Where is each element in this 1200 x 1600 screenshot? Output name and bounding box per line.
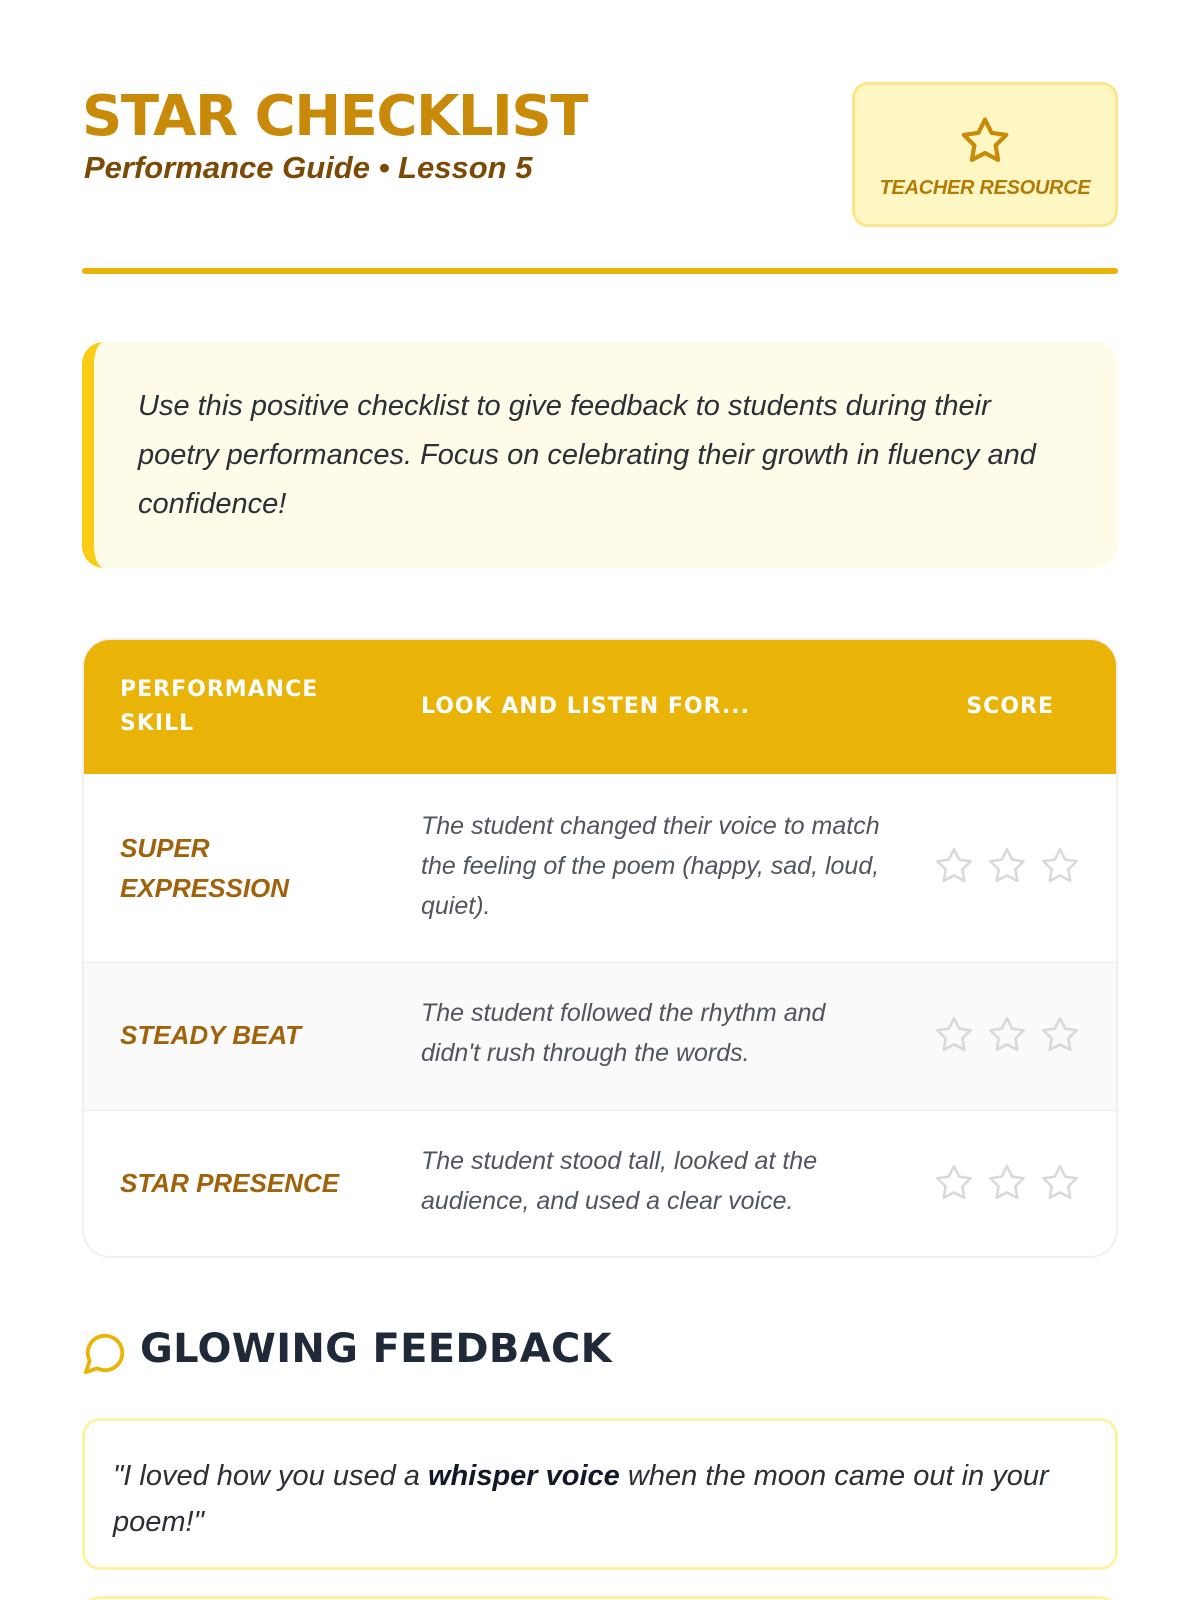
star-rating-icon[interactable] <box>932 1161 976 1205</box>
look-description: The student changed their voice to match the feeling of the poem (happy, sad, loud, quiet). <box>421 812 880 920</box>
header-look-and-listen: LOOK AND LISTEN FOR... <box>421 694 751 719</box>
feedback-quote-card <box>82 1596 1118 1600</box>
star-rating-icon[interactable] <box>932 844 976 888</box>
star-rating-icon[interactable] <box>1038 844 1082 888</box>
look-description: The student followed the rhythm and didn't rush through the words. <box>421 999 826 1067</box>
chat-bubble-icon <box>82 1330 128 1376</box>
quote-emphasis: whisper voice <box>428 1460 620 1492</box>
feedback-heading-text: GLOWING FEEDBACK <box>140 1326 612 1372</box>
header-divider <box>82 268 1118 274</box>
star-rating[interactable] <box>932 1161 1082 1205</box>
page-subtitle: Performance Guide • Lesson 5 <box>84 150 533 185</box>
header-score: SCORE <box>966 694 1054 719</box>
skill-label: SUPER EXPRESSION <box>120 833 290 903</box>
checklist-table <box>82 638 1118 1258</box>
intro-callout <box>82 342 1118 568</box>
star-rating-icon[interactable] <box>1038 1161 1082 1205</box>
star-rating[interactable] <box>932 1013 1082 1057</box>
intro-text: Use this positive checklist to give feedback to students during their poetry performances. Focus on celebrating their growth in fluency and confidence! <box>138 390 1036 520</box>
star-icon <box>957 113 1013 169</box>
table-header <box>84 640 1116 774</box>
star-rating-icon[interactable] <box>932 1013 976 1057</box>
feedback-quote-card <box>82 1418 1118 1570</box>
header-performance-skill: PERFORMANCE SKILL <box>120 677 319 736</box>
badge-label: TEACHER RESOURCE <box>879 177 1091 199</box>
look-description: The student stood tall, looked at the audience, and used a clear voice. <box>421 1147 818 1215</box>
star-rating-icon[interactable] <box>1038 1013 1082 1057</box>
quote-text-after: when the moon came out in your poem!" <box>113 1460 1049 1538</box>
skill-label: STAR PRESENCE <box>120 1168 340 1198</box>
table-row <box>84 774 1116 963</box>
star-rating-icon[interactable] <box>985 1013 1029 1057</box>
star-rating-icon[interactable] <box>985 1161 1029 1205</box>
star-rating[interactable] <box>932 844 1082 888</box>
page-title: STAR CHECKLIST <box>82 84 587 149</box>
teacher-resource-badge <box>852 82 1118 227</box>
table-row <box>84 963 1116 1111</box>
table-row <box>84 1111 1116 1258</box>
quote-text-before: "I loved how you used a <box>113 1460 428 1492</box>
header <box>82 82 1118 228</box>
feedback-quote <box>113 1453 1087 1545</box>
skill-label: STEADY BEAT <box>120 1020 302 1050</box>
star-rating-icon[interactable] <box>985 844 1029 888</box>
